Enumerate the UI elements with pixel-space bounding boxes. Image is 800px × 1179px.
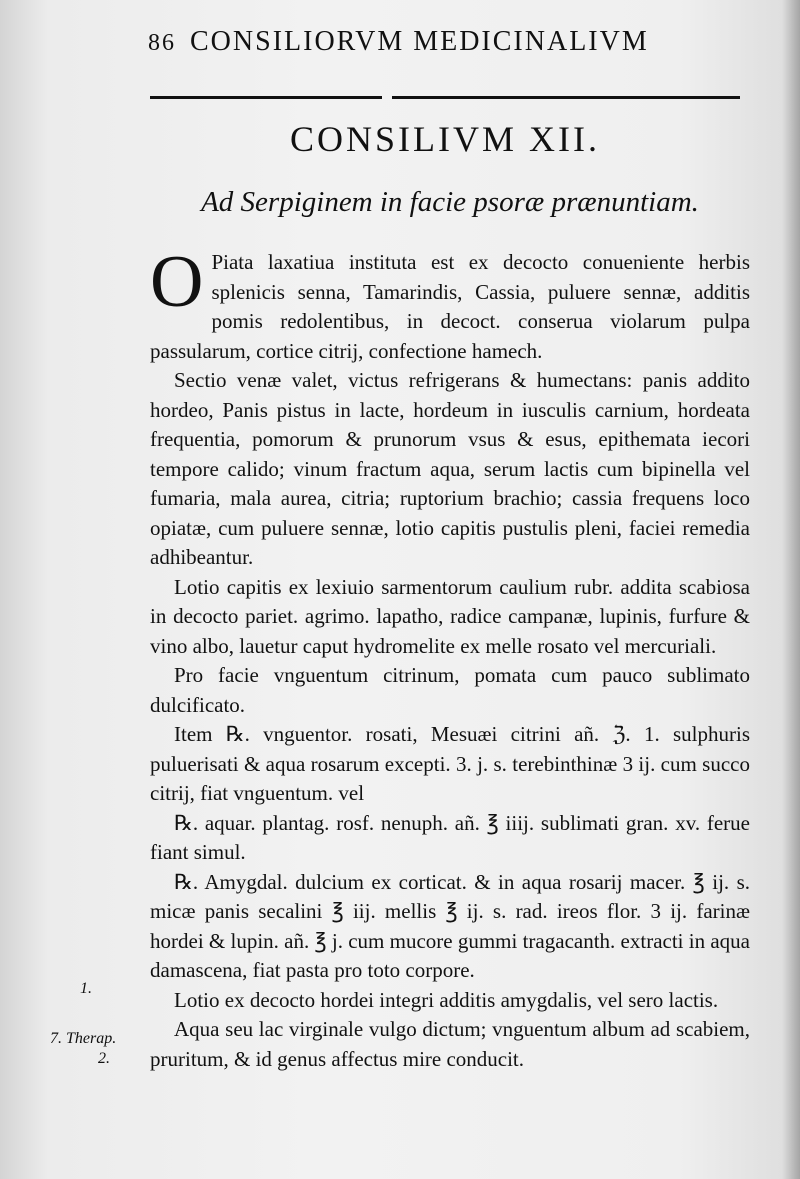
margin-note-1: 1. — [80, 980, 92, 997]
header-rule-left — [150, 96, 382, 99]
paragraph-6: ℞. aquar. plantag. rosf. nenuph. añ. ℥ iiij. sublimati gran. xv. ferue fiant simul. — [150, 810, 750, 864]
running-head — [148, 26, 748, 58]
header-rule-right — [392, 96, 740, 99]
paragraph-3: Lotio capitis ex lexiuio sarmentorum caulium rubr. addita scabiosa in decocto pariet. agrimo. lapatho, radice campanæ, lupinis, furfure & vino albo, lauetur caput hydromelite ex melle rosato vel mercuriali. — [150, 574, 750, 658]
running-head-title: CONSILIORVM MEDICINALIVM — [190, 26, 649, 57]
paragraph-4: Pro facie vnguentum citrinum, pomata cum pauco sublimato dulcificato. — [150, 663, 750, 717]
paragraph-8: Lotio ex decocto hordei integri additis amygdalis, vel sero lactis. — [174, 987, 719, 1012]
consilium-title: CONSILIVM XII. — [290, 119, 600, 159]
page-gutter-shadow — [782, 0, 800, 1179]
paragraph-5: Item ℞. vnguentor. rosati, Mesuæi citrini añ. ℨ. 1. sulphuris puluerisati & aqua rosarum excepti. 3. j. s. terebinthinæ 3 ij. cum succo citrij, fiat vnguentum. vel — [150, 722, 750, 805]
paragraph-1-text: Piata laxatiua instituta est ex decocto conueniente herbis splenicis senna, Tamarindis, Cassia, puluere sennæ, additis pomis redolentibus, in decoct. conserua violarum pulpa passularum, cortice citrij, confectione hamech. — [150, 250, 750, 363]
consilium-subtitle: Ad Serpiginem in facie psoræ prænuntiam. — [201, 186, 699, 218]
paragraph-1 — [150, 241, 750, 366]
margin-note-therap: 7. Therap. — [50, 1030, 117, 1047]
drop-cap: O — [150, 241, 204, 323]
page-number: 86 — [148, 30, 176, 56]
margin-note-2: 2. — [98, 1050, 110, 1067]
paragraph-7: ℞. Amygdal. dulcium ex corticat. & in aqua rosarij macer. ℥ ij. s. micæ panis secalini ℥ iij. mellis ℥ ij. s. rad. ireos flor. 3 ij. farinæ hordei & lupin. añ. ℥ j. cum mucore gummi tragacanth. extracti in aqua damascena, fiat pasta pro toto corpore. — [150, 869, 750, 982]
paragraph-2: Sectio venæ valet, victus refrigerans & humectans: panis addito hordeo, Panis pistus in lacte, hordeum in iusculis carnium, hordeata frequentia, pomorum & prunorum vsus & esus, epithemata iecori tempore calido; vinum fractum aqua, serum lactis cum bipinella vel fumaria, mala aurea, citria; ruptorium brachio; cassia frequens loco opiatæ, cum puluere sennæ, lotio capitis pustulis pleni, faciei remedia adhibeantur. — [150, 368, 750, 569]
paragraph-9: Aqua seu lac virginale vulgo dictum; vnguentum album ad scabiem, pruritum, & id genus affectus mire conducit. — [150, 1017, 750, 1071]
consilium-body — [150, 241, 750, 1074]
